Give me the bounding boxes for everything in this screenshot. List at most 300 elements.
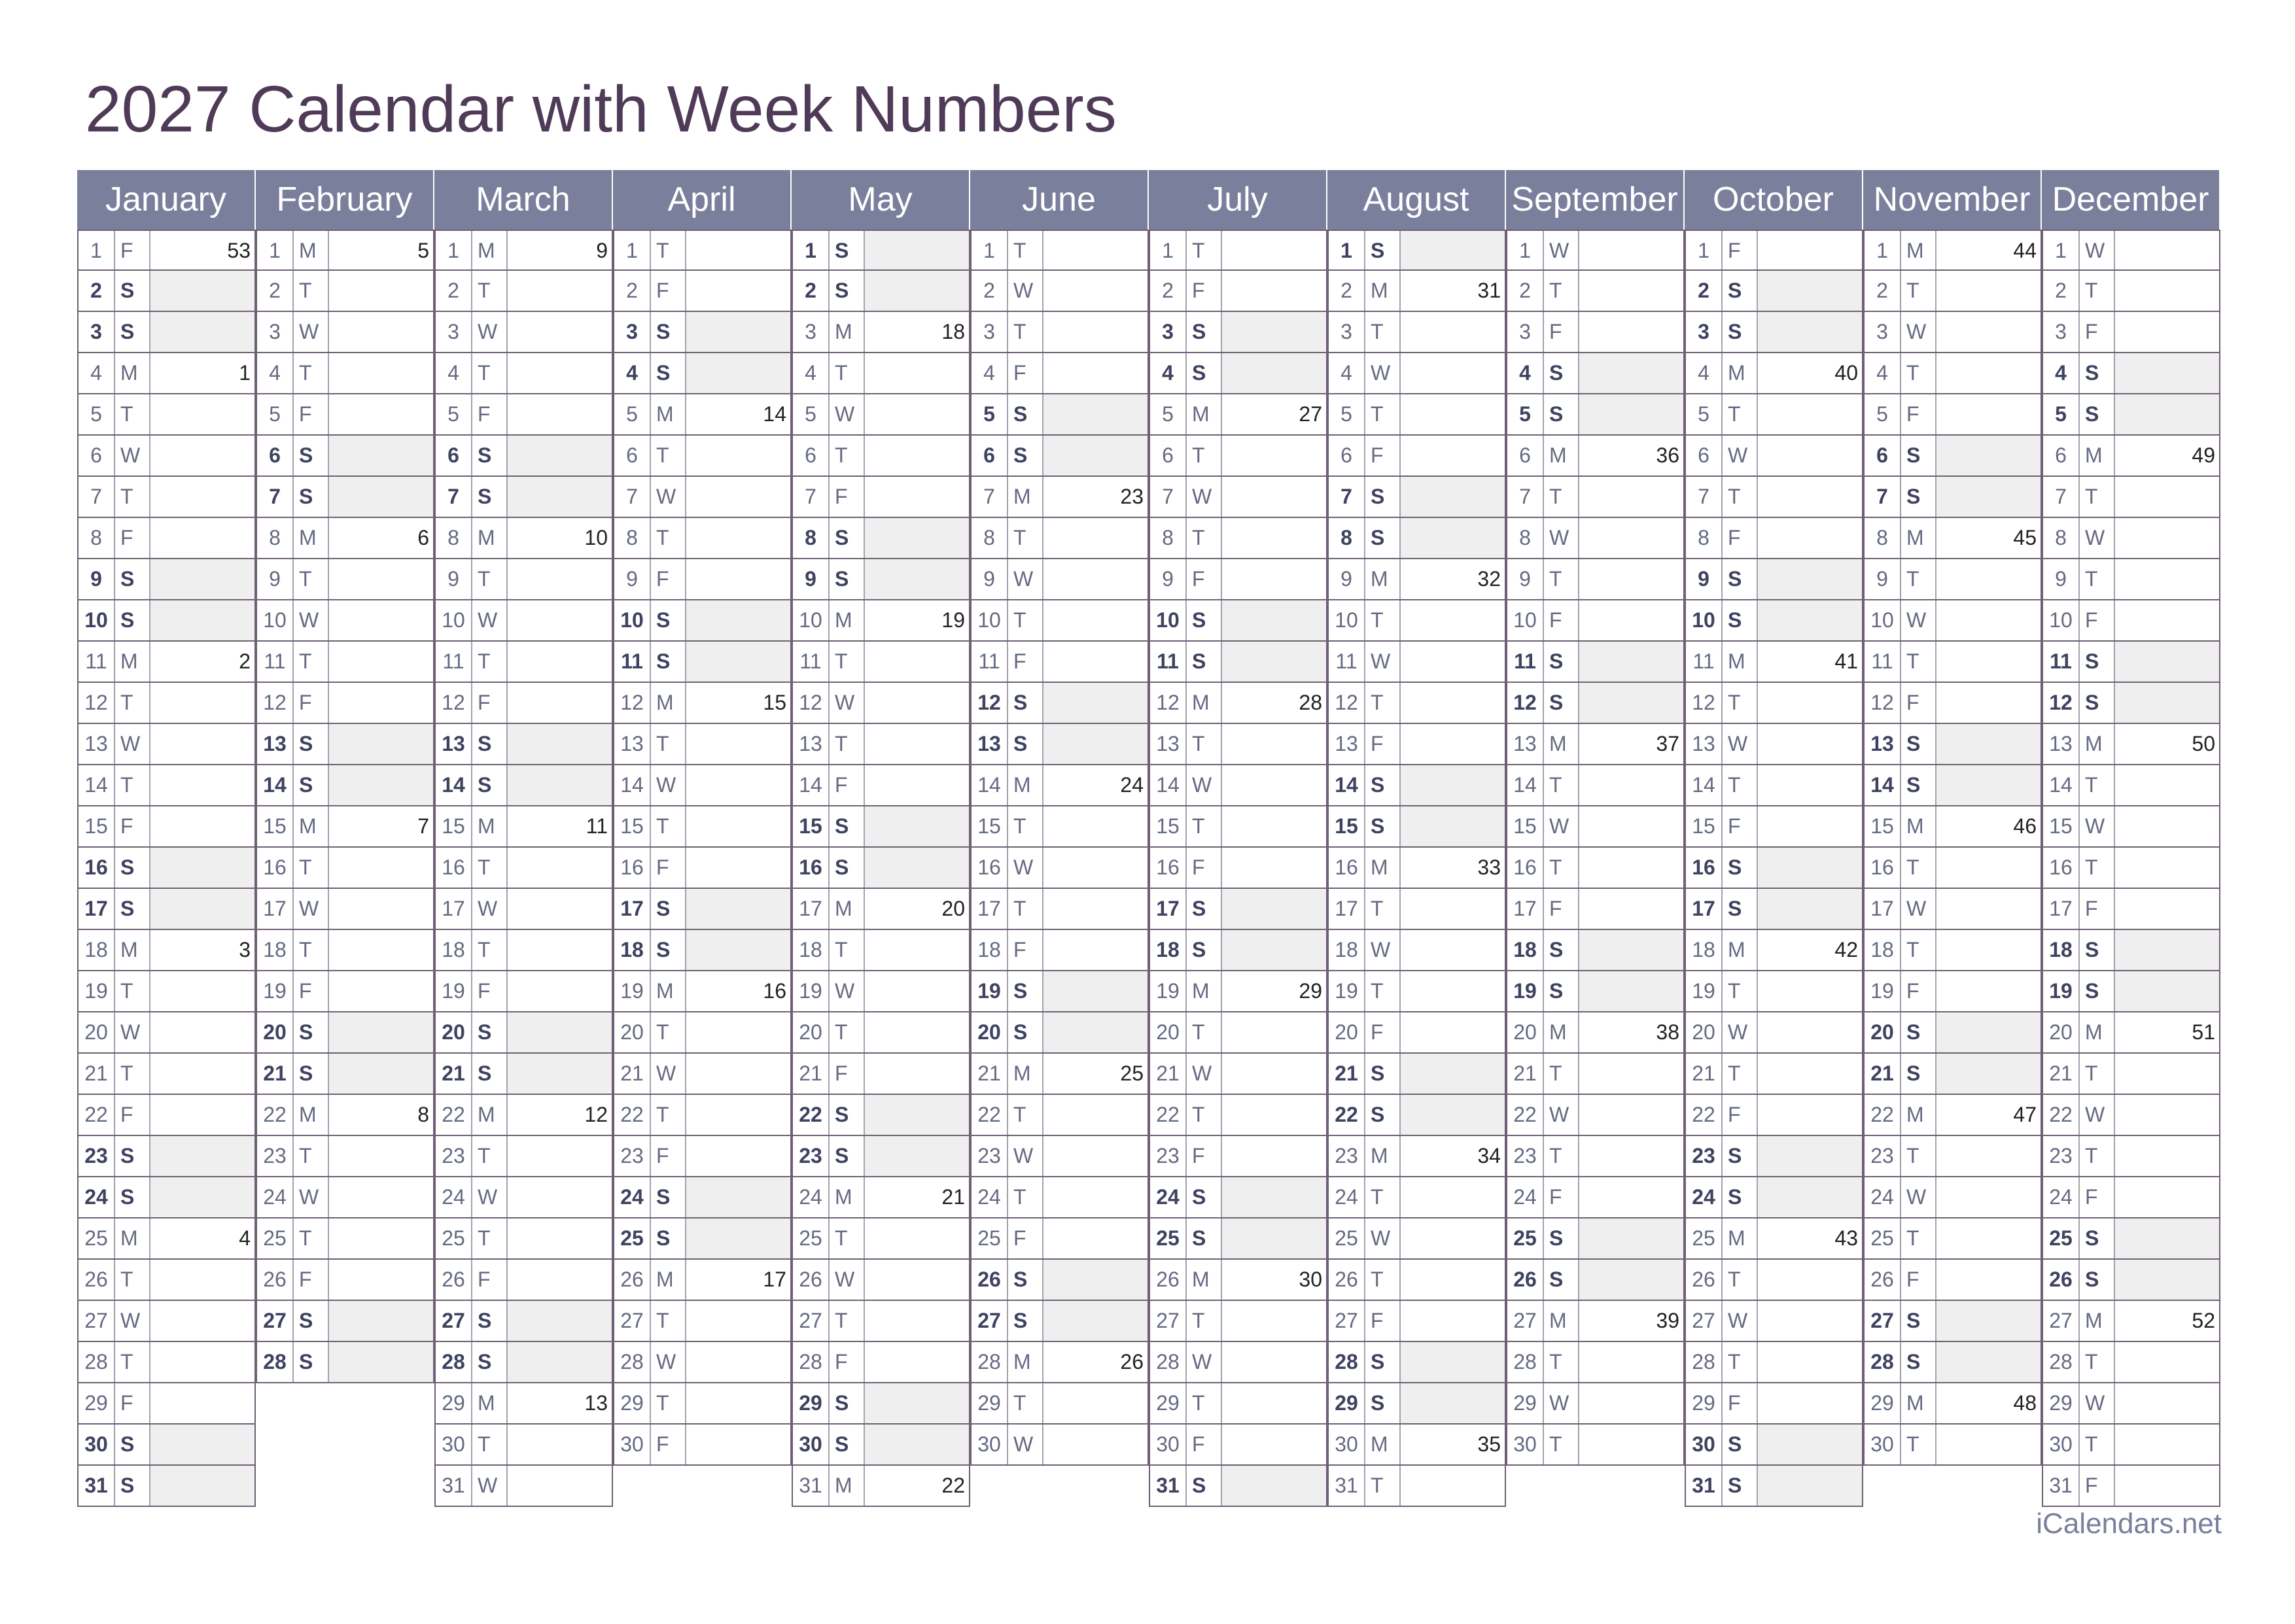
weekday-letter: T [1544,848,1579,888]
day-number: 18 [79,930,115,970]
day-number: 28 [257,1342,294,1382]
weekday-letter: M [651,394,686,434]
day-number: 21 [793,1054,830,1094]
day-number: 12 [793,683,830,723]
week-number [686,1218,790,1258]
weekday-letter: S [1723,848,1758,888]
day-row [257,477,433,518]
day-row [2043,394,2219,436]
weekday-letter: T [1901,1136,1936,1176]
day-row [79,1301,254,1342]
day-row [1865,271,2041,312]
week-number [865,353,969,393]
day-number: 15 [79,806,115,846]
day-row [1507,1177,1683,1218]
weekday-letter: M [2080,1301,2115,1341]
day-number: 7 [436,477,472,517]
day-row [1150,1425,1326,1466]
week-number [1043,559,1148,599]
weekday-letter: T [472,930,508,970]
day-number: 17 [972,889,1008,929]
day-number: 24 [1329,1177,1365,1217]
day-row [2043,1218,2219,1260]
weekday-letter: T [115,477,150,517]
day-row [1507,436,1683,477]
day-number: 26 [1865,1260,1901,1300]
weekday-letter: W [472,600,508,640]
week-number [1043,889,1148,929]
week-number: 16 [763,979,786,1003]
weekday-letter: T [115,971,150,1011]
weekday-letter: W [2080,1383,2115,1423]
weekday-letter: M [1365,1136,1401,1176]
day-row [793,971,969,1012]
weekday-letter: W [2080,518,2115,558]
day-number: 31 [2043,1466,2080,1506]
day-number: 6 [1329,436,1365,475]
weekday-letter: F [830,1054,865,1094]
day-row [1329,683,1505,724]
day-number: 30 [1150,1425,1187,1464]
day-number: 15 [1865,806,1901,846]
day-row [436,1095,612,1136]
week-number: 50 [2192,732,2215,755]
day-number: 3 [1329,312,1365,352]
week-number [1758,683,1862,723]
day-row [793,600,969,642]
day-row [1865,1260,2041,1301]
weekday-letter: T [1008,312,1043,352]
weekday-letter: W [1544,1383,1579,1423]
week-number: 27 [1299,402,1322,426]
weekday-letter: W [830,683,865,723]
week-number [865,806,969,846]
weekday-letter: F [294,394,329,434]
day-row [1150,1218,1326,1260]
weekday-letter: W [1723,1012,1758,1052]
day-number: 24 [1686,1177,1723,1217]
day-number: 23 [257,1136,294,1176]
day-row [614,1095,790,1136]
week-number [150,600,254,640]
week-number: 46 [2013,814,2037,838]
week-number [1401,600,1505,640]
day-row [614,230,790,271]
day-number: 8 [1865,518,1901,558]
day-row [1686,1177,1862,1218]
week-number: 25 [1120,1062,1144,1085]
week-number [1579,312,1683,352]
weekday-letter: T [1008,518,1043,558]
day-row [1507,1260,1683,1301]
day-row [614,683,790,724]
week-number [686,1177,790,1217]
weekday-letter: T [1901,353,1936,393]
weekday-letter: W [1008,271,1043,311]
day-number: 5 [79,394,115,434]
day-number: 31 [1686,1466,1723,1506]
day-row [1686,1012,1862,1054]
week-number [1043,1383,1148,1423]
week-number [1222,806,1326,846]
week-number [2115,600,2219,640]
day-row [1686,848,1862,889]
day-number: 24 [793,1177,830,1217]
day-row [2043,312,2219,353]
day-row [793,353,969,394]
weekday-letter: W [1544,806,1579,846]
weekday-letter: T [115,1054,150,1094]
weekday-letter: F [1008,353,1043,393]
week-number [686,1425,790,1464]
week-number [508,1466,612,1506]
day-number: 29 [614,1383,651,1423]
week-number [1936,765,2041,805]
day-number: 26 [79,1260,115,1300]
day-row [79,1466,254,1507]
day-row [2043,724,2219,765]
weekday-letter: T [1008,600,1043,640]
day-number: 25 [1150,1218,1187,1258]
day-number: 4 [1865,353,1901,393]
day-number: 29 [1329,1383,1365,1423]
week-number [150,1095,254,1135]
day-row [2043,1466,2219,1507]
week-number [1043,1012,1148,1052]
weekday-letter: W [115,724,150,764]
day-row [436,1425,612,1466]
day-row [972,518,1148,559]
day-row [79,971,254,1012]
day-row [793,1466,969,1507]
day-row [1329,971,1505,1012]
day-number: 29 [79,1383,115,1423]
weekday-letter: T [651,436,686,475]
week-number [2115,765,2219,805]
day-number: 15 [436,806,472,846]
week-number [865,1260,969,1300]
weekday-letter: S [472,1054,508,1094]
week-number [1936,353,2041,393]
day-number: 1 [1686,231,1723,269]
weekday-letter: F [1365,1012,1401,1052]
day-row [1507,889,1683,930]
month-october [1685,170,1863,1507]
week-number [1401,1342,1505,1382]
day-row [2043,889,2219,930]
week-number [1758,1054,1862,1094]
week-number [1222,1054,1326,1094]
weekday-letter: T [1187,724,1222,764]
weekday-letter: F [2080,312,2115,352]
day-number: 19 [1329,971,1365,1011]
day-number: 1 [1150,231,1187,269]
week-number [1579,1136,1683,1176]
week-number [686,477,790,517]
day-number: 7 [257,477,294,517]
week-number [1043,1301,1148,1341]
weekday-letter: S [1365,765,1401,805]
weekday-letter: S [1008,394,1043,434]
weekday-letter: S [2080,394,2115,434]
day-number: 7 [2043,477,2080,517]
day-number: 13 [972,724,1008,764]
weekday-letter: T [1008,806,1043,846]
week-number [865,559,969,599]
month-january [77,170,256,1507]
day-row [2043,971,2219,1012]
day-number: 30 [1686,1425,1723,1464]
weekday-letter: S [115,848,150,888]
weekday-letter: F [830,1342,865,1382]
week-number [1401,1260,1505,1300]
day-row [1150,230,1326,271]
weekday-letter: M [651,971,686,1011]
day-row [614,271,790,312]
week-number: 45 [2013,526,2037,549]
day-row [436,1383,612,1425]
week-number [1579,1054,1683,1094]
day-row [972,477,1148,518]
day-row [1150,1054,1326,1095]
weekday-letter: S [2080,1260,2115,1300]
day-row [1329,1177,1505,1218]
day-row [1865,848,2041,889]
day-number: 12 [972,683,1008,723]
week-number [2115,1095,2219,1135]
day-row [1150,683,1326,724]
weekday-letter: F [472,971,508,1011]
weekday-letter: W [472,1177,508,1217]
day-number: 21 [1865,1054,1901,1094]
day-row [1507,559,1683,600]
day-number: 30 [1329,1425,1365,1464]
week-number [865,1383,969,1423]
day-row [1329,1260,1505,1301]
day-number: 9 [257,559,294,599]
day-row [257,971,433,1012]
weekday-letter: W [115,436,150,475]
weekday-letter: S [830,271,865,311]
week-number [686,518,790,558]
day-number: 29 [436,1383,472,1423]
day-row [1686,683,1862,724]
week-number [865,436,969,475]
weekday-letter: T [2080,1342,2115,1382]
weekday-letter: M [472,518,508,558]
weekday-letter: T [830,1012,865,1052]
week-number [1222,231,1326,269]
week-number [1043,231,1148,269]
week-number: 53 [227,239,251,262]
week-number [508,1342,612,1382]
day-row [793,518,969,559]
day-row [793,806,969,848]
day-number: 22 [1507,1095,1544,1135]
week-number [508,394,612,434]
day-number: 15 [614,806,651,846]
weekday-letter: F [1008,1218,1043,1258]
day-number: 27 [2043,1301,2080,1341]
day-row [257,271,433,312]
week-number [1579,353,1683,393]
weekday-letter: S [294,765,329,805]
week-number [1401,930,1505,970]
week-number [508,930,612,970]
day-row [1865,971,2041,1012]
day-number: 13 [614,724,651,764]
day-row [2043,1342,2219,1383]
week-number [1043,683,1148,723]
week-number [329,642,433,682]
week-number: 5 [417,239,429,262]
week-number [1579,642,1683,682]
weekday-letter: W [1008,1136,1043,1176]
weekday-letter: T [830,642,865,682]
weekday-letter: S [1187,1466,1222,1506]
day-row [793,436,969,477]
weekday-letter: M [1187,971,1222,1011]
day-row [1329,394,1505,436]
day-row [793,1095,969,1136]
day-row [614,1301,790,1342]
weekday-letter: T [472,1136,508,1176]
weekday-letter: W [1008,848,1043,888]
weekday-letter: F [2080,600,2115,640]
day-number: 19 [79,971,115,1011]
weekday-letter: T [1008,1095,1043,1135]
week-number [150,1177,254,1217]
day-row [79,765,254,806]
weekday-letter: W [1723,1301,1758,1341]
day-number: 24 [436,1177,472,1217]
day-number: 12 [2043,683,2080,723]
day-number: 18 [1865,930,1901,970]
day-row [972,1260,1148,1301]
day-number: 3 [1686,312,1723,352]
day-number: 23 [436,1136,472,1176]
day-number: 27 [1686,1301,1723,1341]
week-number [1936,1177,2041,1217]
day-number: 26 [793,1260,830,1300]
weekday-letter: T [1008,1383,1043,1423]
day-number: 6 [1686,436,1723,475]
day-number: 18 [1329,930,1365,970]
day-number: 7 [614,477,651,517]
weekday-letter: T [1187,1383,1222,1423]
week-number [1579,559,1683,599]
weekday-letter: M [1365,1425,1401,1464]
weekday-letter: T [2080,765,2115,805]
week-number [508,683,612,723]
weekday-letter: F [115,1383,150,1423]
day-row [1150,930,1326,971]
weekday-letter: T [294,1218,329,1258]
day-number: 13 [436,724,472,764]
day-number: 19 [1686,971,1723,1011]
day-row [79,1383,254,1425]
weekday-letter: S [651,353,686,393]
day-number: 28 [1686,1342,1723,1382]
day-row [436,724,612,765]
week-number: 32 [1477,567,1501,591]
weekday-letter: S [1723,1177,1758,1217]
day-row [436,806,612,848]
day-number: 24 [257,1177,294,1217]
weekday-letter: F [651,1425,686,1464]
weekday-letter: S [115,889,150,929]
weekday-letter: M [1901,1095,1936,1135]
day-row [436,353,612,394]
weekday-letter: F [294,683,329,723]
weekday-letter: T [1544,1136,1579,1176]
day-row [436,1301,612,1342]
day-number: 1 [436,231,472,269]
week-number [329,683,433,723]
day-number: 14 [1686,765,1723,805]
day-number: 4 [2043,353,2080,393]
day-row [1865,1136,2041,1177]
day-row [1329,230,1505,271]
weekday-letter: S [2080,642,2115,682]
weekday-letter: W [1365,1218,1401,1258]
day-number: 14 [79,765,115,805]
day-row [1150,1383,1326,1425]
week-number [1222,559,1326,599]
day-number: 4 [257,353,294,393]
day-number: 14 [2043,765,2080,805]
day-number: 19 [2043,971,2080,1011]
day-number: 28 [1507,1342,1544,1382]
weekday-letter: S [651,312,686,352]
week-number [865,1095,969,1135]
week-number: 47 [2013,1103,2037,1126]
weekday-letter: M [115,353,150,393]
weekday-letter: T [2080,477,2115,517]
day-row [1150,1466,1326,1507]
weekday-letter: S [1008,436,1043,475]
day-row [436,930,612,971]
week-number [150,683,254,723]
weekday-letter: M [1008,1342,1043,1382]
week-number [686,436,790,475]
day-number: 26 [257,1260,294,1300]
week-number [150,1342,254,1382]
day-number: 21 [614,1054,651,1094]
week-number [865,231,969,269]
weekday-letter: T [830,353,865,393]
day-row [1150,765,1326,806]
day-row [793,1177,969,1218]
weekday-letter: M [1544,1301,1579,1341]
day-row [1686,436,1862,477]
month-august [1327,170,1506,1507]
day-row [1865,1218,2041,1260]
weekday-letter: T [1544,1054,1579,1094]
day-number: 25 [614,1218,651,1258]
day-row [614,806,790,848]
day-number: 21 [1507,1054,1544,1094]
day-number: 22 [614,1095,651,1135]
week-number: 33 [1477,855,1501,879]
week-number [686,806,790,846]
day-number: 27 [1507,1301,1544,1341]
day-row [1329,600,1505,642]
day-number: 30 [972,1425,1008,1464]
week-number: 21 [941,1185,965,1209]
weekday-letter: S [1901,436,1936,475]
weekday-letter: W [1901,312,1936,352]
